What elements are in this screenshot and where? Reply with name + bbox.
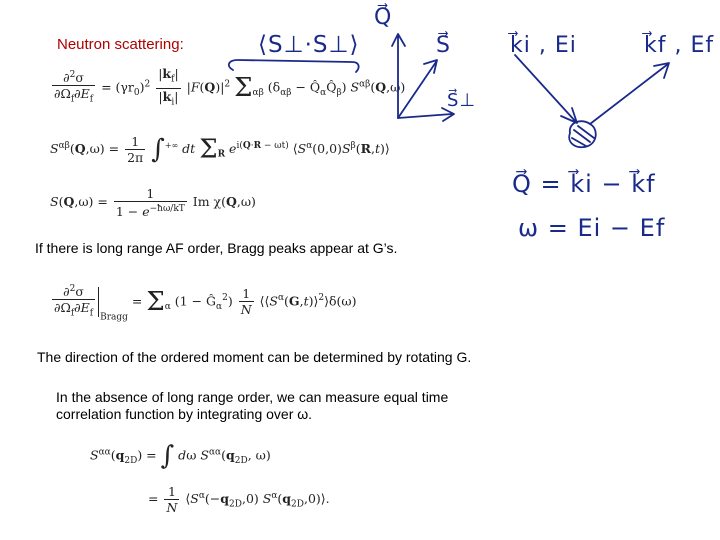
fluctuation-dissipation-equation: S(Q,ω) = $\frac{1}{1 - e^{-ħ\omega/kT}}$ Im χ(Q,ω) bbox=[50, 186, 256, 220]
handwritten-s-perp-vector: S⃗⊥ bbox=[447, 90, 477, 111]
slide-title: Neutron scattering: bbox=[57, 36, 184, 53]
s-axis-arrow bbox=[398, 60, 437, 118]
equal-time-equation-2: = $\frac{1}{N}$ $⟨S^\alpha(-q_{2D},0)$ $S^\alpha(q_{2D},0)⟩$. bbox=[148, 484, 330, 515]
equal-time-equation-1: $S^{\alpha\alpha}(q_{2D})$ = ∫ dω $S^{\alpha\alpha}(q_{2D}$, ω) bbox=[90, 441, 271, 471]
handwritten-spin-correlation: ⟨S⊥·S⊥⟩ bbox=[258, 32, 360, 58]
equal-time-text-line2: correlation function by integrating over ω. bbox=[56, 406, 313, 422]
bragg-equation: $\frac{\partial^2\sigma}{\partial\Omega_f\partial E_f}$ $_{Bragg} = \Sigma_\alpha$ $(1 - Ĝ_\alpha^2)$ $\frac{1}{N}$ $⟨⟨S^\alpha(G,t)⟩^2⟩\delta(\omega)$ bbox=[54, 284, 357, 323]
handwritten-omega-equation: ω = Ei − Ef bbox=[518, 214, 666, 242]
handwritten-q-vector: Q⃗ bbox=[374, 5, 393, 30]
structure-factor-equation: $S^{\alpha\beta}(Q,\omega)$ = $\frac{1}{2\pi}$ ∫+∞ dt $\Sigma_R$ $e^{i(Q\cdot R - \omega t)}$ $⟨S^\alpha(0,0)S^\beta(R,t)⟩$ bbox=[50, 134, 390, 165]
outgoing-beam-arrow bbox=[590, 63, 669, 124]
equal-time-text-line1: In the absence of long range order, we can measure equal time bbox=[56, 389, 449, 405]
cross-section-equation: $\frac{\partial^2\sigma}{\partial\Omega_f\partial E_f}$ = $(\gamma r_0)^2$ $\frac{|k_f|}{|k_i|}$ $|F(Q)|^2$ $\Sigma_{\alpha\beta}$ ($\delta_{\alpha\beta}$ − $Q̂_\alpha Q̂_\beta$) $S^{\alpha\beta}(Q,\omega)$ bbox=[54, 66, 406, 107]
sample-scribble bbox=[569, 121, 596, 147]
s-perp-axis-arrow bbox=[398, 108, 454, 121]
handwritten-q-equation: Q⃗ = k⃗i − k⃗f bbox=[512, 170, 656, 198]
q-axis-arrow bbox=[392, 34, 405, 118]
bragg-text: If there is long range AF order, Bragg peaks appear at G’s. bbox=[35, 240, 398, 256]
direction-text: The direction of the ordered moment can be determined by rotating G. bbox=[37, 349, 472, 365]
handwritten-kf-ef: k⃗f , Ef bbox=[644, 33, 715, 58]
handwritten-bracket bbox=[229, 60, 359, 72]
incoming-beam-arrow bbox=[515, 55, 577, 123]
handwritten-s-vector: S⃗ bbox=[436, 33, 451, 58]
handwritten-ki-ei: k⃗i , Ei bbox=[510, 33, 577, 58]
